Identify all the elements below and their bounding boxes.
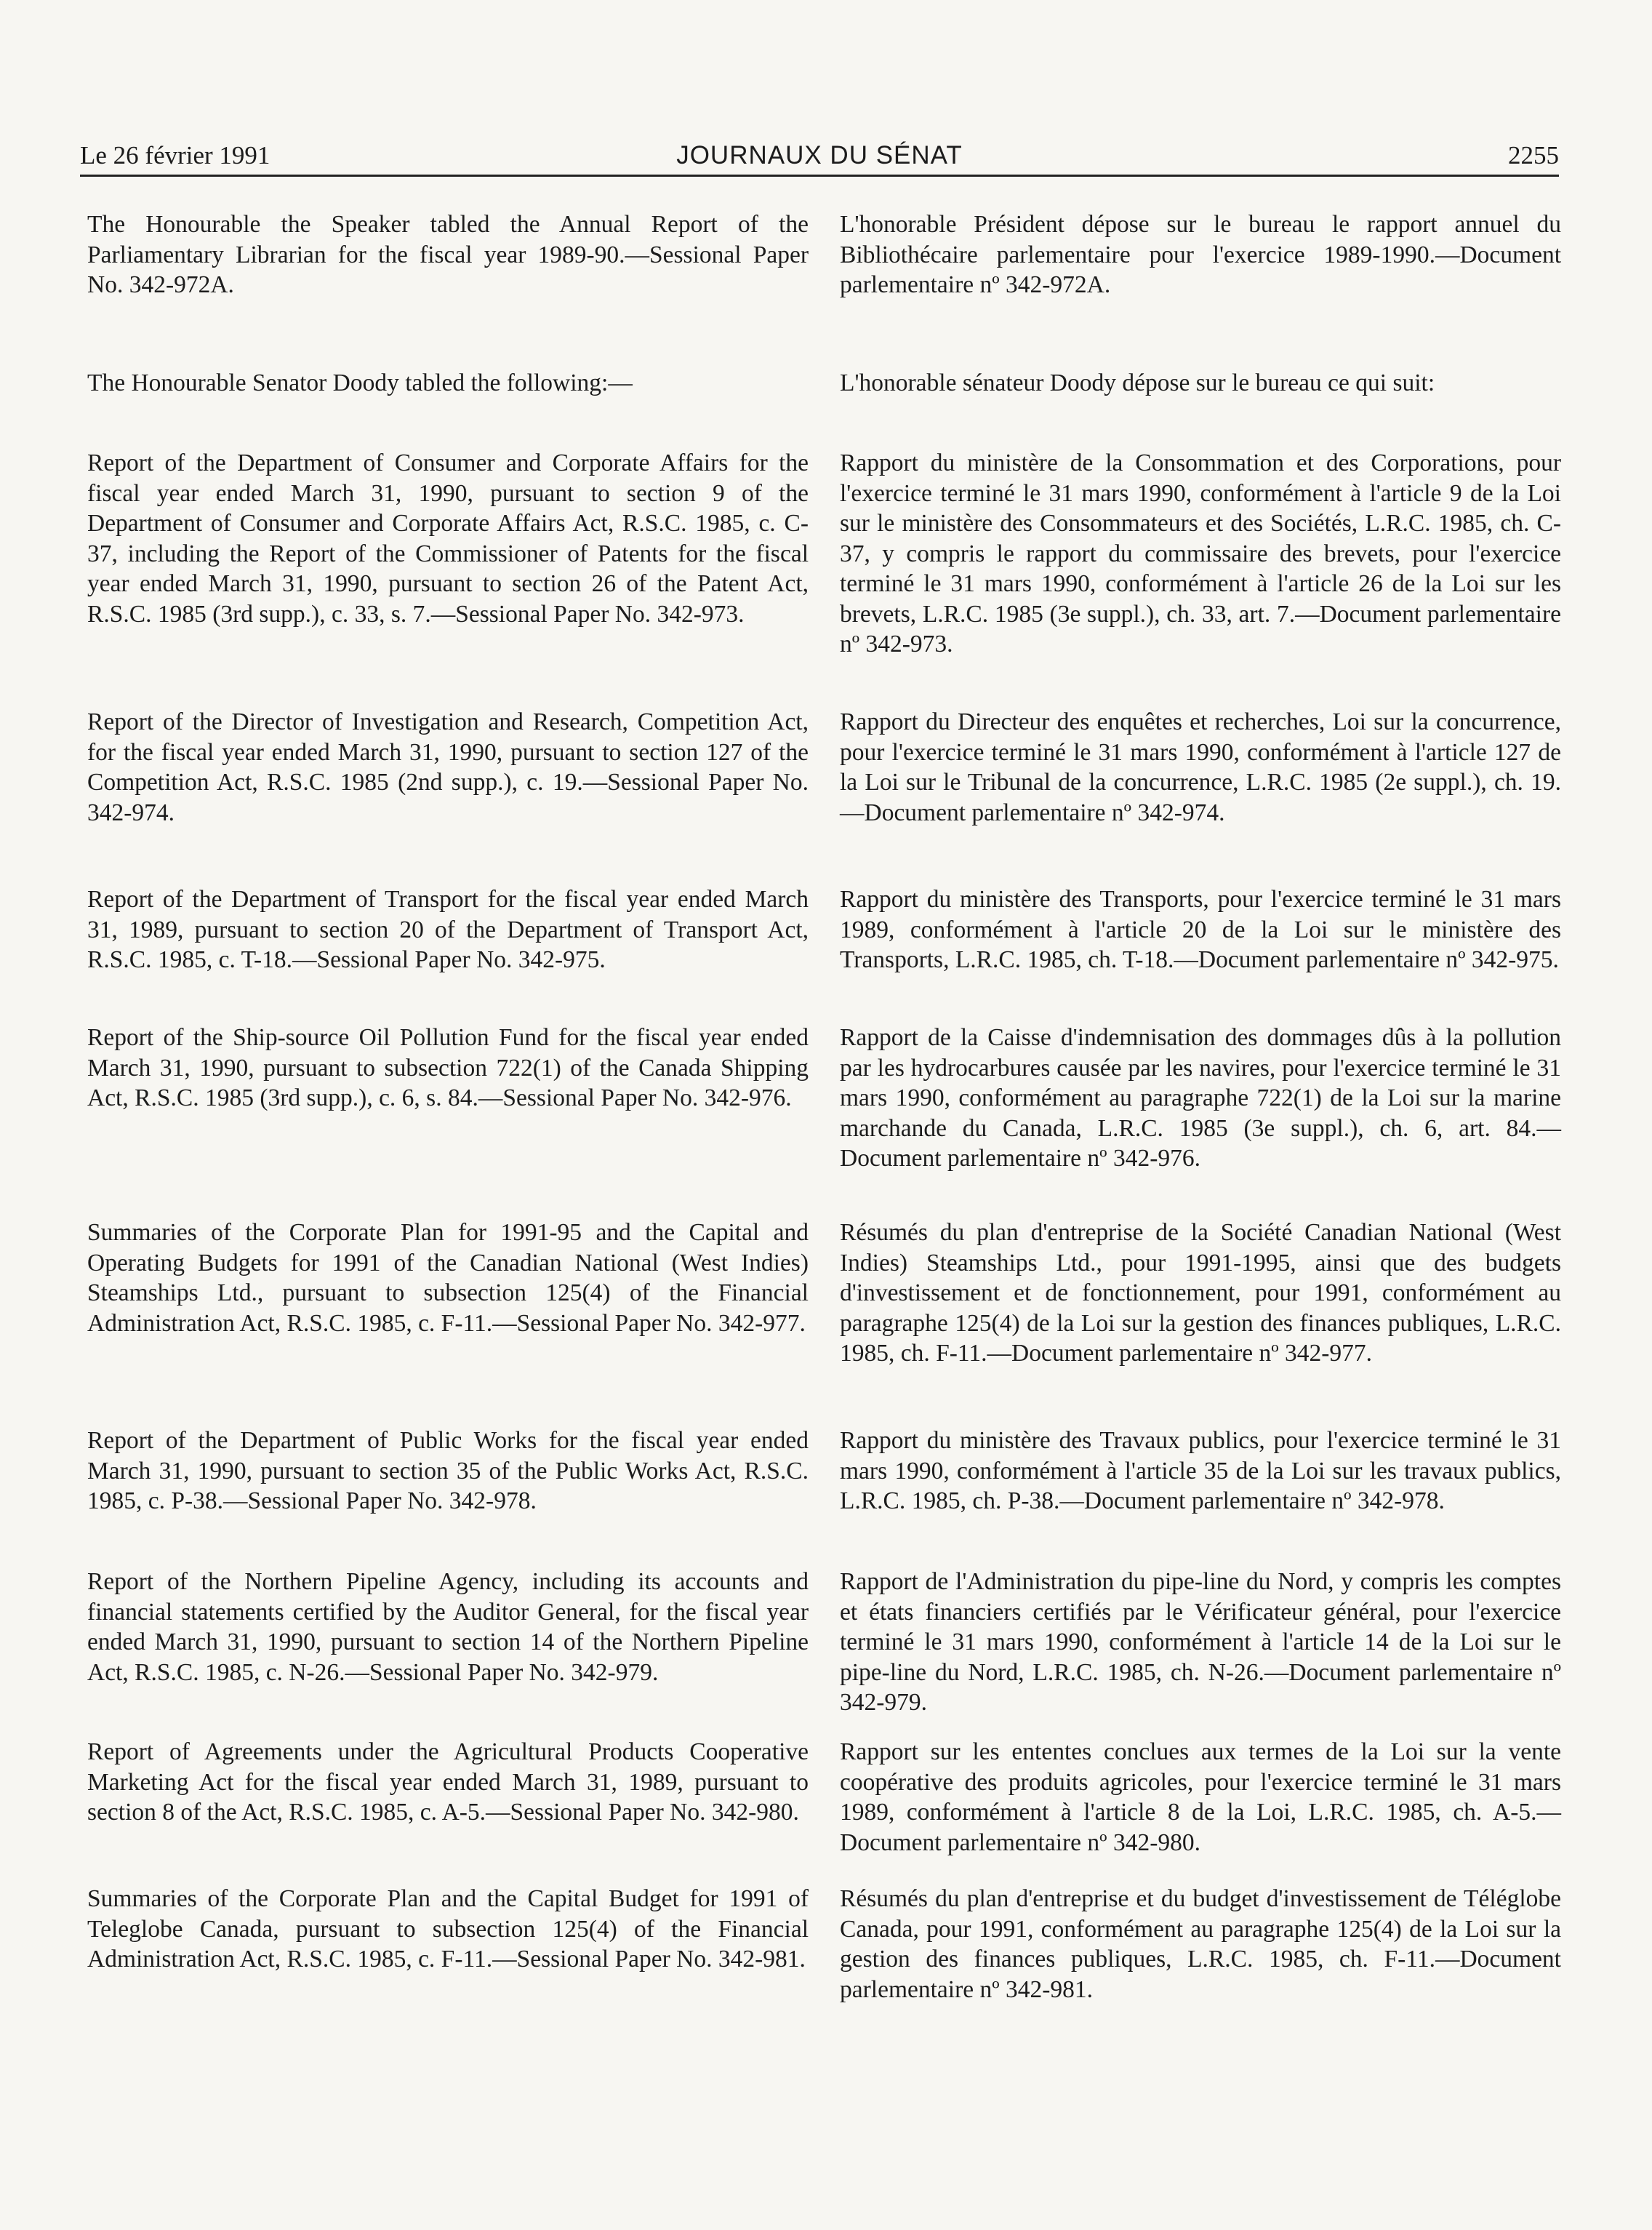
header-date: Le 26 février 1991: [80, 141, 270, 169]
english-paragraph: Report of the Northern Pipeline Agency, including its accounts and financial statements certified by the Auditor General, for the fiscal year ended March 31, 1990, pursuant to section 14 of the Northern Pipeline Act, R.S.C. 1985, c. N-26.—Sessional Paper No. 342-979.: [87, 1568, 809, 1686]
english-paragraph: Report of the Ship-source Oil Pollution Fund for the fiscal year ended March 31, 1990, pursuant to subsection 722(1) of the Canada Shipping Act, R.S.C. 1985 (3rd supp.), c. 6, s. 84.—Sessional Paper No. 342-976.: [87, 1024, 809, 1111]
english-paragraph: Report of Agreements under the Agricultural Products Cooperative Marketing Act for the fiscal year ended March 31, 1989, pursuant to section 8 of the Act, R.S.C. 1985, c. A-5.—Sessional Paper No. 342-980.: [87, 1738, 809, 1826]
french-paragraph: Résumés du plan d'entreprise de la Société Canadian National (West Indies) Steamships Ltd., pour 1991-1995, ainsi que des budgets d'investissement et de fonctionnement, pour 1991, conformément au paragraphe 125(4) de la Loi sur la gestion des finances publiques, L.R.C. 1985, ch. F-11.—Document parlementaire nº 342-977.: [840, 1219, 1561, 1367]
page-number: 2255: [1508, 141, 1559, 169]
page-header: [80, 137, 1559, 177]
french-paragraph: Rapport de l'Administration du pipe-line du Nord, y compris les comptes et états financiers certifiés par le Vérificateur général, pour l'exercice terminé le 31 mars 1990, conformément à l'article 14 de la Loi sur le pipe-line du Nord, L.R.C. 1985, ch. N-26.—Document parlementaire nº 342-979.: [840, 1568, 1561, 1716]
english-paragraph: Summaries of the Corporate Plan for 1991-95 and the Capital and Operating Budgets for 1991 of the Canadian National (West Indies) Steamships Ltd., pursuant to subsection 125(4) of the Financial Administration Act, R.S.C. 1985, c. F-11.—Sessional Paper No. 342-977.: [87, 1219, 809, 1337]
english-paragraph: Report of the Department of Public Works for the fiscal year ended March 31, 1990, pursuant to section 35 of the Public Works Act, R.S.C. 1985, c. P-38.—Sessional Paper No. 342-978.: [87, 1427, 809, 1514]
english-paragraph: Report of the Director of Investigation and Research, Competition Act, for the fiscal year ended March 31, 1990, pursuant to section 127 of the Competition Act, R.S.C. 1985 (2nd supp.), c. 19.—Sessional Paper No. 342-974.: [87, 708, 809, 826]
french-paragraph: Résumés du plan d'entreprise et du budget d'investissement de Téléglobe Canada, pour 1991, conformément au paragraphe 125(4) de la Loi sur la gestion des finances publiques, L.R.C. 1985, ch. F-11.—Document parlementaire nº 342-981.: [840, 1885, 1561, 2003]
french-paragraph: L'honorable Président dépose sur le bureau le rapport annuel du Bibliothécaire parlementaire pour l'exercice 1989-1990.—Document parlementaire nº 342-972A.: [840, 211, 1561, 298]
english-paragraph: The Honourable Senator Doody tabled the following:—: [87, 369, 633, 396]
english-paragraph: Summaries of the Corporate Plan and the Capital Budget for 1991 of Teleglobe Canada, pursuant to subsection 125(4) of the Financial Administration Act, R.S.C. 1985, c. F-11.—Sessional Paper No. 342-981.: [87, 1885, 809, 1973]
french-paragraph: Rapport du ministère de la Consommation et des Corporations, pour l'exercice terminé le 31 mars 1990, conformément à l'article 9 de la Loi sur le ministère des Consommateurs et des Sociétés, L.R.C. 1985, ch. C-37, y compris le rapport du commissaire des brevets, pour l'exercice terminé le 31 mars 1990, conformément à l'article 26 de la Loi sur les brevets, L.R.C. 1985 (3e suppl.), ch. 33, art. 7.—Document parlementaire nº 342-973.: [840, 449, 1561, 658]
english-paragraph: The Honourable the Speaker tabled the Annual Report of the Parliamentary Librarian for the fiscal year 1989-90.—Sessional Paper No. 342-972A.: [87, 211, 809, 298]
french-paragraph: Rapport sur les ententes conclues aux termes de la Loi sur la vente coopérative des produits agricoles, pour l'exercice terminé le 31 mars 1989, conformément à l'article 8 de la Loi, L.R.C. 1985, ch. A-5.—Document parlementaire nº 342-980.: [840, 1738, 1561, 1856]
english-paragraph: Report of the Department of Transport for the fiscal year ended March 31, 1989, pursuant to section 20 of the Department of Transport Act, R.S.C. 1985, c. T-18.—Sessional Paper No. 342-975.: [87, 886, 809, 973]
french-paragraph: L'honorable sénateur Doody dépose sur le bureau ce qui suit:: [840, 369, 1435, 396]
header-title: JOURNAUX DU SÉNAT: [676, 141, 963, 169]
english-paragraph: Report of the Department of Consumer and Corporate Affairs for the fiscal year ended March 31, 1990, pursuant to section 9 of the Department of Consumer and Corporate Affairs Act, R.S.C. 1985, c. C-37, including the Report of the Commissioner of Patents for the fiscal year ended March 31, 1990, pursuant to section 26 of the Patent Act, R.S.C. 1985 (3rd supp.), c. 33, s. 7.—Sessional Paper No. 342-973.: [87, 449, 809, 628]
french-paragraph: Rapport de la Caisse d'indemnisation des dommages dûs à la pollution par les hydrocarbures causée par les navires, pour l'exercice terminé le 31 mars 1990, conformément au paragraphe 722(1) de la Loi sur la marine marchande du Canada, L.R.C. 1985 (3e suppl.), ch. 6, art. 84.—Document parlementaire nº 342-976.: [840, 1024, 1561, 1172]
french-paragraph: Rapport du ministère des Transports, pour l'exercice terminé le 31 mars 1989, conformément à l'article 20 de la Loi sur le ministère des Transports, L.R.C. 1985, ch. T-18.—Document parlementaire nº 342-975.: [840, 886, 1561, 973]
french-paragraph: Rapport du ministère des Travaux publics, pour l'exercice terminé le 31 mars 1990, conformément à l'article 35 de la Loi sur les travaux publics, L.R.C. 1985, ch. P-38.—Document parlementaire nº 342-978.: [840, 1427, 1561, 1514]
french-paragraph: Rapport du Directeur des enquêtes et recherches, Loi sur la concurrence, pour l'exercice terminé le 31 mars 1990, conformément à l'article 127 de la Loi sur le Tribunal de la concurrence, L.R.C. 1985 (2e suppl.), ch. 19.—Document parlementaire nº 342-974.: [840, 708, 1561, 826]
